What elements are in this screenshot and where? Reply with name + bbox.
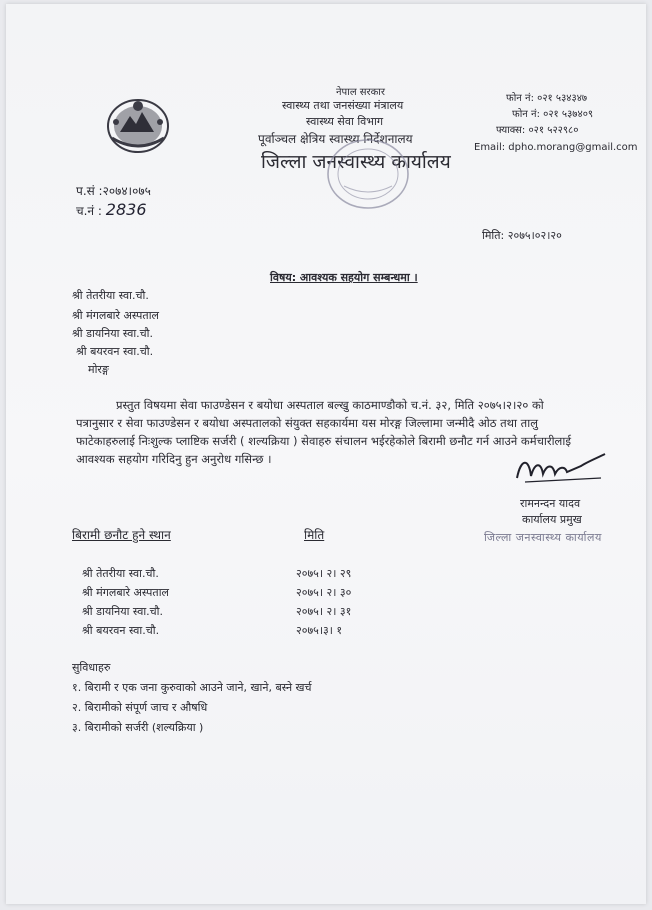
- schedule-header-place: बिरामी छनौट हुने स्थान: [72, 528, 171, 542]
- schedule-header-date: मिति: [304, 528, 325, 542]
- govt-name: नेपाल सरकार: [336, 87, 385, 98]
- schedule-row-date: २०७५। २। २९: [296, 567, 352, 580]
- reference-chn-label: च.नं :: [76, 204, 102, 218]
- recipient-district: मोरङ्ग: [88, 363, 109, 376]
- signatory-title: कार्यालय प्रमुख: [522, 513, 582, 526]
- nepal-emblem-icon: [104, 92, 172, 156]
- body-line-2: पत्रानुसार र सेवा फाउण्डेसन र बयोधा अस्पतालको संयुक्त सहकार्यमा यस मोरङ्ग जिल्लामा जन्मीदै ओठ तथा तालु: [76, 416, 538, 430]
- facility-item: २. बिरामीको संपूर्ण जाच र औषधि: [72, 701, 208, 714]
- reference-chn: [76, 200, 147, 219]
- schedule-row-place: श्री बयरवन स्वा.चौ.: [82, 624, 160, 637]
- body-line-3: फाटेकाहरुलाई निःशुल्क प्लाष्टिक सर्जरी ( शल्यक्रिया ) सेवाहरु संचालन भईरहेकोले बिरामी छनौट गर्न आउने कर्मचारीलाई: [76, 434, 571, 448]
- schedule-row-place: श्री तेतरीया स्वा.चौ.: [82, 567, 159, 580]
- ministry-name: स्वास्थ्य तथा जनसंख्या मंत्रालय: [282, 99, 404, 112]
- office-stamp-icon: [324, 136, 412, 212]
- phone-1: फोन नं: ०२१ ५३४३४७: [506, 93, 588, 104]
- department-name: स्वास्थ्य सेवा विभाग: [306, 115, 384, 128]
- letter-date: मिति: २०७५।०२।२०: [482, 229, 562, 242]
- recipient-3: श्री डायनिया स्वा.चौ.: [72, 327, 153, 340]
- body-line-1: प्रस्तुत विषयमा सेवा फाउण्डेसन र बयोधा अस्पताल बल्खु काठमाण्डौको च.नं. ३२, मिति २०७५।२।२० को: [116, 398, 544, 412]
- facility-item: १. बिरामी र एक जना कुरुवाको आउने जाने, खाने, बस्ने खर्च: [72, 681, 312, 694]
- reference-chn-value: 2836: [105, 200, 147, 219]
- recipient-1: श्री तेतरीया स्वा.चौ.: [72, 289, 149, 302]
- subject-line: विषय: आवश्यक सहयोग सम्बन्धमा ।: [270, 271, 418, 284]
- signature-mark-icon: [511, 448, 611, 492]
- phone-2: फोन नं: ०२१ ५३७४०९: [512, 109, 594, 120]
- schedule-row-place: श्री डायनिया स्वा.चौ.: [82, 605, 163, 618]
- email-address: Email: dpho.morang@gmail.com: [474, 142, 638, 153]
- fax-number: फ्याक्स: ०२१ ५२२९८०: [496, 125, 579, 136]
- signatory-name: रामनन्दन यादव: [520, 497, 581, 510]
- facilities-title: सुविधाहरु: [72, 661, 111, 674]
- schedule-row-date: २०७५। २। ३०: [296, 586, 352, 599]
- recipient-2: श्री मंगलबारे अस्पताल: [72, 309, 159, 322]
- schedule-row-date: २०७५। २। ३१: [296, 605, 352, 618]
- facility-item: ३. बिरामीको सर्जरी (शल्यक्रिया ): [72, 721, 204, 734]
- schedule-row-date: २०७५।३। १: [296, 624, 343, 637]
- body-line-4: आवश्यक सहयोग गरिदिनु हुन अनुरोध गसिन्छ ।: [76, 452, 272, 466]
- office-name: जिल्ला जनस्वास्थ्य कार्यालय: [261, 151, 451, 173]
- letter-page: [6, 4, 646, 904]
- schedule-row-place: श्री मंगलबारे अस्पताल: [82, 586, 169, 599]
- signatory-seal: जिल्ला जनस्वास्थ्य कार्यालय: [484, 531, 602, 544]
- reference-ps: प.सं :२०७४।०७५: [76, 184, 151, 198]
- directorate-name: पूर्वाञ्चल क्षेत्रिय स्वास्थ्य निर्देशनालय: [258, 132, 413, 146]
- recipient-4: श्री बयरवन स्वा.चौ.: [76, 345, 154, 358]
